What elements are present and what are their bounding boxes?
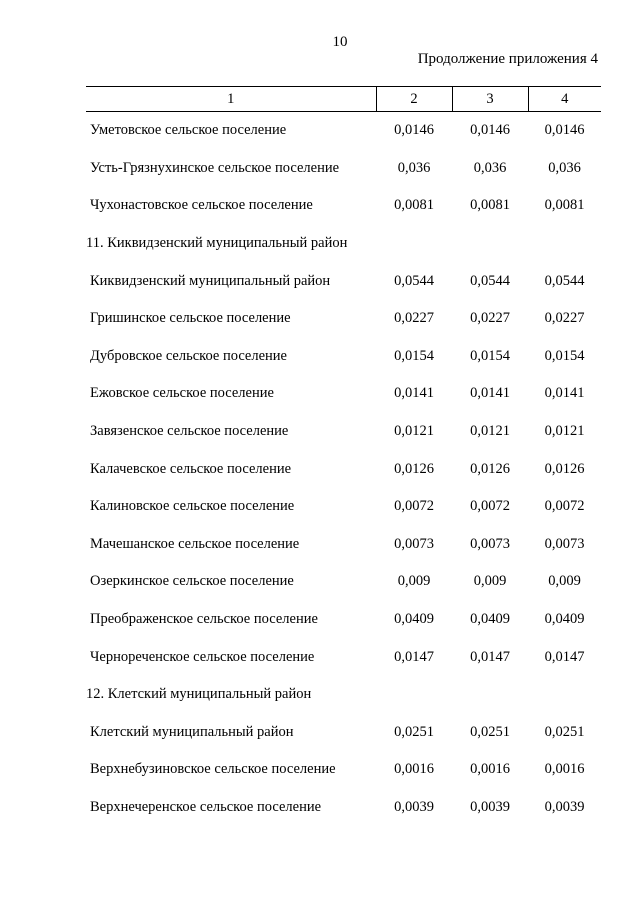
value-cell-col4: 0,0141 bbox=[544, 385, 585, 402]
value-cell-col3: 0,0141 bbox=[470, 385, 510, 402]
table-body bbox=[86, 112, 601, 827]
row-name: Дубровское сельское поселение bbox=[90, 347, 287, 364]
table-row bbox=[86, 638, 601, 676]
value-cell-col2: 0,036 bbox=[397, 159, 431, 176]
value-cell-col4: 0,0016 bbox=[544, 761, 585, 778]
column-header-4: 4 bbox=[528, 87, 601, 112]
value-cell-col4: 0,0227 bbox=[544, 310, 585, 327]
value-cell-col3: 0,0039 bbox=[470, 798, 510, 815]
row-name: Преображенское сельское поселение bbox=[90, 611, 318, 628]
row-name: Клетский муниципальный район bbox=[90, 723, 294, 740]
section-heading-row bbox=[86, 225, 601, 263]
value-cell-col3 bbox=[452, 225, 528, 263]
table-row bbox=[86, 488, 601, 526]
value-cell-col4 bbox=[528, 676, 601, 714]
continuation-heading: Продолжение приложения 4 bbox=[417, 51, 598, 67]
table-row bbox=[86, 601, 601, 639]
value-cell-col4: 0,0409 bbox=[544, 611, 585, 628]
value-cell-col3: 0,0073 bbox=[470, 535, 510, 552]
value-cell-col2: 0,0409 bbox=[394, 611, 434, 628]
table-row bbox=[86, 112, 601, 150]
value-cell-col2: 0,0072 bbox=[394, 498, 434, 515]
value-cell-col3: 0,0154 bbox=[470, 347, 510, 364]
value-cell-col4: 0,0039 bbox=[544, 798, 585, 815]
section-title: 12. Клетский муниципальный район bbox=[86, 686, 312, 703]
value-cell-col3: 0,036 bbox=[473, 159, 507, 176]
value-cell-col3: 0,0081 bbox=[470, 197, 510, 214]
column-header-3: 3 bbox=[452, 87, 528, 112]
value-cell-col3: 0,0544 bbox=[470, 272, 510, 289]
table-row bbox=[86, 789, 601, 827]
value-cell-col4: 0,036 bbox=[548, 159, 581, 176]
value-cell-col2: 0,0141 bbox=[394, 385, 434, 402]
row-name: Мачешанское сельское поселение bbox=[90, 535, 300, 552]
value-cell-col4: 0,0073 bbox=[544, 535, 585, 552]
value-cell-col2: 0,0147 bbox=[394, 648, 434, 665]
value-cell-col4 bbox=[528, 225, 601, 263]
table-row bbox=[86, 526, 601, 564]
page-number: 10 bbox=[332, 34, 348, 50]
row-name: Озеркинское сельское поселение bbox=[90, 573, 294, 590]
value-cell-col3: 0,0146 bbox=[470, 122, 510, 139]
table-row bbox=[86, 262, 601, 300]
row-name: Чернореченское сельское поселение bbox=[90, 648, 315, 665]
table-row bbox=[86, 187, 601, 225]
table-row bbox=[86, 751, 601, 789]
column-header-2: 2 bbox=[376, 87, 452, 112]
value-cell-col4: 0,009 bbox=[548, 573, 581, 590]
table-row bbox=[86, 413, 601, 451]
row-name: Чухонастовское сельское поселение bbox=[90, 197, 313, 214]
row-name: Калиновское сельское поселение bbox=[90, 498, 295, 515]
table-row bbox=[86, 714, 601, 752]
value-cell-col3: 0,009 bbox=[473, 573, 507, 590]
value-cell-col2: 0,0016 bbox=[394, 761, 434, 778]
value-cell-col2: 0,0039 bbox=[394, 798, 434, 815]
value-cell-col2: 0,0154 bbox=[394, 347, 434, 364]
row-name: Калачевское сельское поселение bbox=[90, 460, 292, 477]
value-cell-col2: 0,0146 bbox=[394, 122, 434, 139]
row-name: Гришинское сельское поселение bbox=[90, 310, 291, 327]
value-cell-col2: 0,0227 bbox=[394, 310, 434, 327]
value-cell-col2: 0,0073 bbox=[394, 535, 434, 552]
value-cell-col3: 0,0016 bbox=[470, 761, 510, 778]
value-cell-col2: 0,0121 bbox=[394, 423, 434, 440]
section-title: 11. Киквидзенский муниципальный район bbox=[86, 235, 348, 252]
row-name: Усть-Грязнухинское сельское поселение bbox=[90, 159, 340, 176]
row-name: Киквидзенский муниципальный район bbox=[90, 272, 331, 289]
value-cell-col4: 0,0121 bbox=[544, 423, 585, 440]
value-cell-col4: 0,0146 bbox=[544, 122, 585, 139]
value-cell-col4: 0,0147 bbox=[544, 648, 585, 665]
column-header-1: 1 bbox=[86, 87, 376, 112]
value-cell-col2: 0,009 bbox=[397, 573, 431, 590]
data-table bbox=[86, 86, 601, 826]
value-cell-col3 bbox=[452, 676, 528, 714]
value-cell-col3: 0,0409 bbox=[470, 611, 510, 628]
value-cell-col3: 0,0126 bbox=[470, 460, 510, 477]
table-row bbox=[86, 338, 601, 376]
table-row bbox=[86, 300, 601, 338]
value-cell-col2: 0,0544 bbox=[394, 272, 434, 289]
value-cell-col3: 0,0251 bbox=[470, 723, 510, 740]
value-cell-col4: 0,0081 bbox=[544, 197, 585, 214]
value-cell-col4: 0,0251 bbox=[544, 723, 585, 740]
row-name: Завязенское сельское поселение bbox=[90, 423, 289, 440]
value-cell-col3: 0,0147 bbox=[470, 648, 510, 665]
section-heading-row bbox=[86, 676, 601, 714]
row-name: Верхнечеренское сельское поселение bbox=[90, 798, 322, 815]
value-cell-col4: 0,0544 bbox=[544, 272, 585, 289]
table-row bbox=[86, 150, 601, 188]
table-row bbox=[86, 375, 601, 413]
table-row bbox=[86, 450, 601, 488]
table-row bbox=[86, 563, 601, 601]
value-cell-col4: 0,0072 bbox=[544, 498, 585, 515]
value-cell-col4: 0,0126 bbox=[544, 460, 585, 477]
value-cell-col4: 0,0154 bbox=[544, 347, 585, 364]
table-header-row bbox=[86, 87, 601, 112]
value-cell-col3: 0,0121 bbox=[470, 423, 510, 440]
row-name: Уметовское сельское поселение bbox=[90, 122, 287, 139]
value-cell-col3: 0,0072 bbox=[470, 498, 510, 515]
value-cell-col2: 0,0081 bbox=[394, 197, 434, 214]
row-name: Ежовское сельское поселение bbox=[90, 385, 274, 402]
value-cell-col2 bbox=[376, 676, 452, 714]
value-cell-col2: 0,0251 bbox=[394, 723, 434, 740]
value-cell-col3: 0,0227 bbox=[470, 310, 510, 327]
value-cell-col2: 0,0126 bbox=[394, 460, 434, 477]
value-cell-col2 bbox=[376, 225, 452, 263]
row-name: Верхнебузиновское сельское поселение bbox=[90, 761, 336, 778]
